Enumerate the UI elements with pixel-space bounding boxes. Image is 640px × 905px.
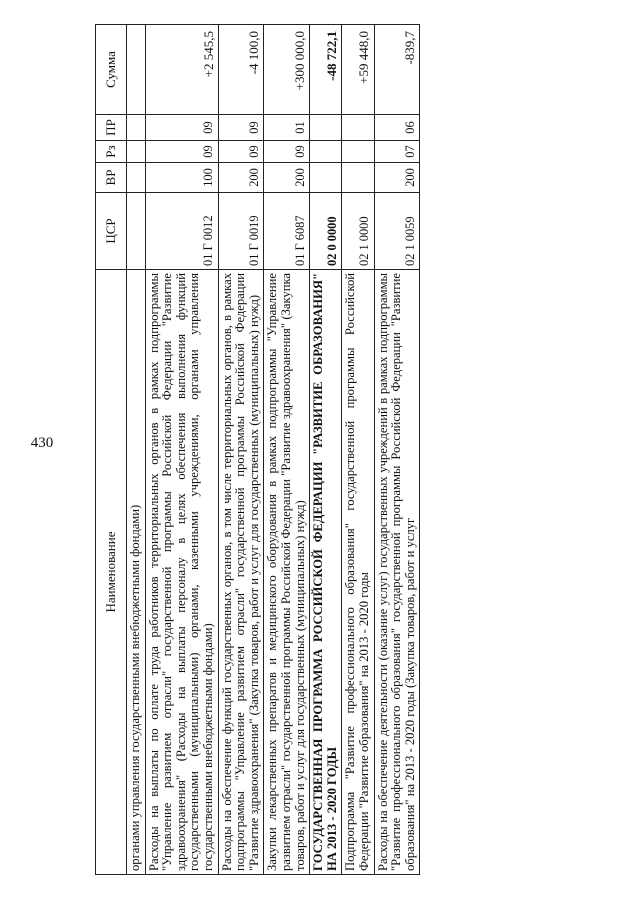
row-sum: -839,7 — [374, 25, 420, 115]
table-row — [374, 25, 420, 875]
row-vr — [342, 163, 374, 193]
row-vr: 100 — [145, 163, 218, 193]
row-pr — [310, 115, 342, 141]
header-vr: ВР — [96, 163, 127, 193]
row-rz: 07 — [374, 141, 420, 163]
row-vr: 200 — [374, 163, 420, 193]
row-sum: +2 545,5 — [145, 25, 218, 115]
row-csr — [127, 193, 146, 270]
row-rz — [342, 141, 374, 163]
row-csr: 02 1 0000 — [342, 193, 374, 270]
row-rz — [310, 141, 342, 163]
row-vr: 200 — [218, 163, 264, 193]
row-csr: 01 Г 0019 — [218, 193, 264, 270]
row-sum — [127, 25, 146, 115]
row-csr: 01 Г 6087 — [264, 193, 310, 270]
row-name: Расходы на выплаты по оплате труда работников территориальных органов в рамках подпрограммы "Управление развитием отрасли" государственной программы Российской Федерации "Развитие здравоохранения" (Расходы на выплаты персоналу в целях обеспечения выполнения функций государственными (муниципальными) органами, казенными учреждениями, органами управления государственными внебюджетными фондами) — [145, 270, 218, 875]
row-rz: 09 — [145, 141, 218, 163]
row-name: Подпрограмма "Развитие профессионального образования" государственной программы Российской Федерации "Развитие образования" на 2013 - 2020 годы — [342, 270, 374, 875]
page-number: 430 — [30, 435, 54, 451]
budget-table — [95, 24, 420, 875]
header-pr: ПР — [96, 115, 127, 141]
table-row — [264, 25, 310, 875]
row-pr — [127, 115, 146, 141]
header-csr: ЦСР — [96, 193, 127, 270]
row-vr — [310, 163, 342, 193]
row-sum: +300 000,0 — [264, 25, 310, 115]
row-sum: +59 448,0 — [342, 25, 374, 115]
row-name: Расходы на обеспечение деятельности (оказание услуг) государственных учреждений в рамках подпрограммы "Развитие профессионального образования" государственной программы Российской Федерации "Развитие образования" на 2013 - 2020 годы (Закупка товаров, работ и услуг — [374, 270, 420, 875]
row-rz — [127, 141, 146, 163]
row-sum: -48 722,1 — [310, 25, 342, 115]
table-header-row — [96, 25, 127, 875]
row-pr: 06 — [374, 115, 420, 141]
row-pr — [342, 115, 374, 141]
table-row — [127, 25, 146, 875]
header-rz: Рз — [96, 141, 127, 163]
row-name: Закупки лекарственных препаратов и медицинского оборудования в рамках подпрограммы "Управление развитием отрасли" государственной программы Российской Федерации "Развитие здравоохранения" (Закупка товаров, работ и услуг для государственных (муниципальных) нужд) — [264, 270, 310, 875]
row-name: ГОСУДАРСТВЕННАЯ ПРОГРАММА РОССИЙСКОЙ ФЕДЕРАЦИИ "РАЗВИТИЕ ОБРАЗОВАНИЯ" НА 2013 - 2020 ГОДЫ — [310, 270, 342, 875]
row-sum: -4 100,0 — [218, 25, 264, 115]
row-csr: 02 0 0000 — [310, 193, 342, 270]
row-rz: 09 — [264, 141, 310, 163]
rotated-table-sheet — [95, 25, 600, 875]
table-row — [342, 25, 374, 875]
row-vr — [127, 163, 146, 193]
row-rz: 09 — [218, 141, 264, 163]
row-pr: 09 — [145, 115, 218, 141]
header-name: Наименование — [96, 270, 127, 875]
header-sum: Сумма — [96, 25, 127, 115]
row-name: органами управления государственными внебюджетными фондами) — [127, 270, 146, 875]
row-csr: 02 1 0059 — [374, 193, 420, 270]
row-pr: 09 — [218, 115, 264, 141]
table-row — [218, 25, 264, 875]
row-csr: 01 Г 0012 — [145, 193, 218, 270]
row-pr: 01 — [264, 115, 310, 141]
row-name: Расходы на обеспечение функций государственных органов, в том числе территориальных органов, в рамках подпрограммы "Управление развитием отрасли" государственной программы Российской Федерации "Развитие здравоохранения" (Закупка товаров, работ и услуг для государственных (муниципальных) нужд) — [218, 270, 264, 875]
row-vr: 200 — [264, 163, 310, 193]
table-row — [145, 25, 218, 875]
table-row — [310, 25, 342, 875]
